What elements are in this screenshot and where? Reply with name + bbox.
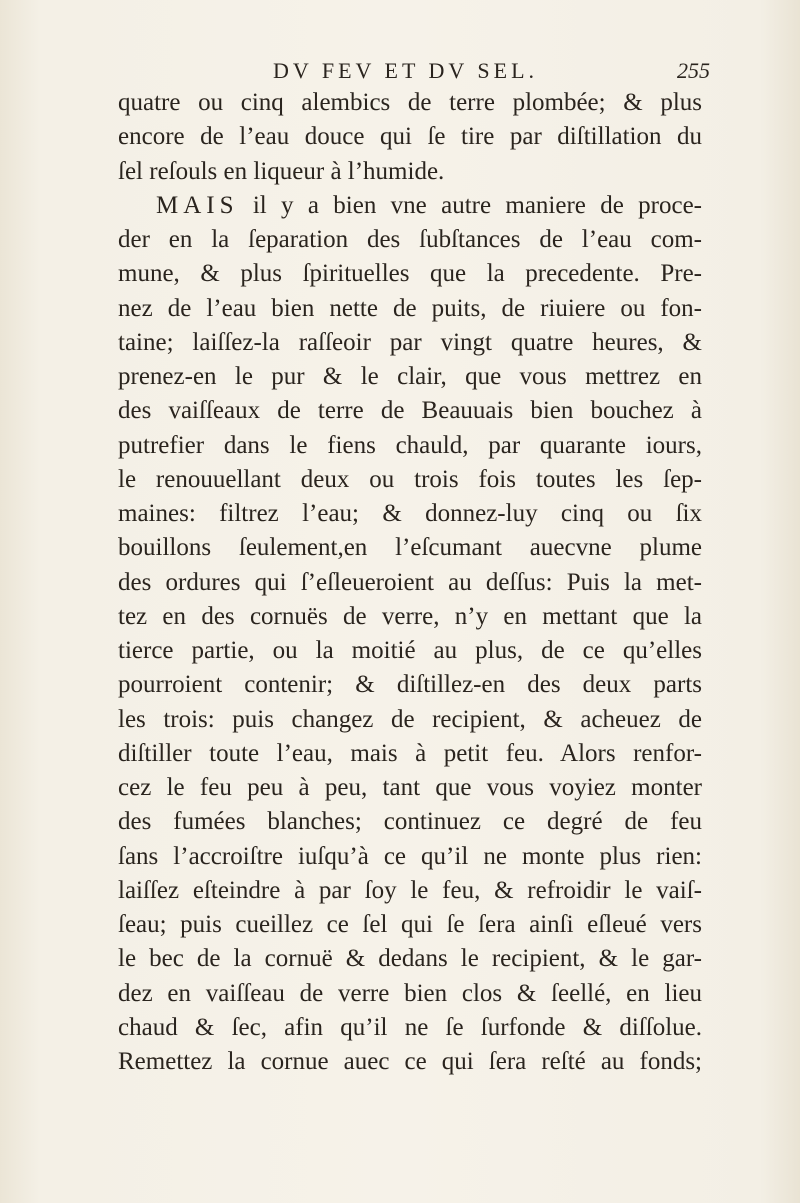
text-line: des vaiſſeaux de terre de Beauuais bien bouchez à bbox=[118, 397, 702, 425]
text-line: der en la ſeparation des ſubſtances de l’eau com- bbox=[118, 226, 702, 253]
running-head: DV FEV ET DV SEL. bbox=[273, 58, 539, 83]
text-line: quatre ou cinq alembics de terre plombée; & plus bbox=[118, 89, 702, 116]
text-line: tierce partie, ou la moitié au plus, de ce qu’elles bbox=[118, 637, 702, 664]
text-line: mune, & plus ſpirituelles que la precedente. Pre- bbox=[118, 260, 702, 288]
text-line: prenez-en le pur & le clair, que vous mettrez en bbox=[118, 363, 702, 390]
text-line: nez de l’eau bien nette de puits, de riuiere ou fon- bbox=[118, 294, 702, 322]
page-number: 255 bbox=[677, 58, 710, 83]
text-line: putrefier dans le fiens chauld, par quarante iours, bbox=[118, 431, 702, 459]
text-line: maines: filtrez l’eau; & donnez-luy cinq ou ſix bbox=[118, 500, 702, 527]
text-line: dez en vaiſſeau de verre bien clos & ſeellé, en lieu bbox=[118, 979, 702, 1007]
text-line: les trois: puis changez de recipient, & acheuez de bbox=[118, 705, 702, 733]
text-line: encore de l’eau douce qui ſe tire par diſtillation du bbox=[118, 123, 702, 151]
body-text bbox=[118, 86, 702, 1079]
text-line: diſtiller toute l’eau, mais à petit feu. Alors renfor- bbox=[118, 739, 702, 767]
text-line: chaud & ſec, afin qu’il ne ſe ſurfonde & diſſolue. bbox=[118, 1013, 702, 1041]
text-line: des fumées blanches; continuez ce degré de feu bbox=[118, 808, 702, 836]
text-line: laiſſez eſteindre à par ſoy le feu, & refroidir le vaiſ- bbox=[118, 876, 702, 904]
text-line: des ordures qui ſ’eſleueroient au deſſus: Puis la met- bbox=[118, 568, 702, 596]
text-line: ſeau; puis cueillez ce ſel qui ſe ſera ainſi eſleué vers bbox=[118, 911, 702, 938]
text-line: bouillons ſeulement,en l’eſcumant auecvne plume bbox=[118, 534, 702, 562]
paragraph-first-line bbox=[118, 189, 702, 223]
paragraph-opening-word: MAIS bbox=[156, 191, 239, 219]
text-line: tez en des cornuës de verre, n’y en mettant que la bbox=[118, 602, 702, 630]
text-line-rest: il y a bien vne autre maniere de proce- bbox=[252, 191, 702, 219]
text-line: pourroient contenir; & diſtillez-en des deux parts bbox=[118, 671, 702, 699]
text-line: le bec de la cornuë & dedans le recipient, & le gar- bbox=[118, 945, 702, 973]
text-line: le renouuellant deux ou trois fois toutes les ſep- bbox=[118, 465, 702, 493]
text-line: cez le feu peu à peu, tant que vous voyiez monter bbox=[118, 774, 702, 801]
text-line: Remettez la cornue auec ce qui ſera reſté au fonds; bbox=[118, 1048, 702, 1075]
text-line: ſel reſouls en liqueur à l’humide. bbox=[118, 157, 445, 185]
text-line: taine; laiſſez-la raſſeoir par vingt quatre heures, & bbox=[118, 328, 702, 356]
text-line: ſans l’accroiſtre iuſqu’à ce qu’il ne monte plus rien: bbox=[118, 842, 702, 870]
